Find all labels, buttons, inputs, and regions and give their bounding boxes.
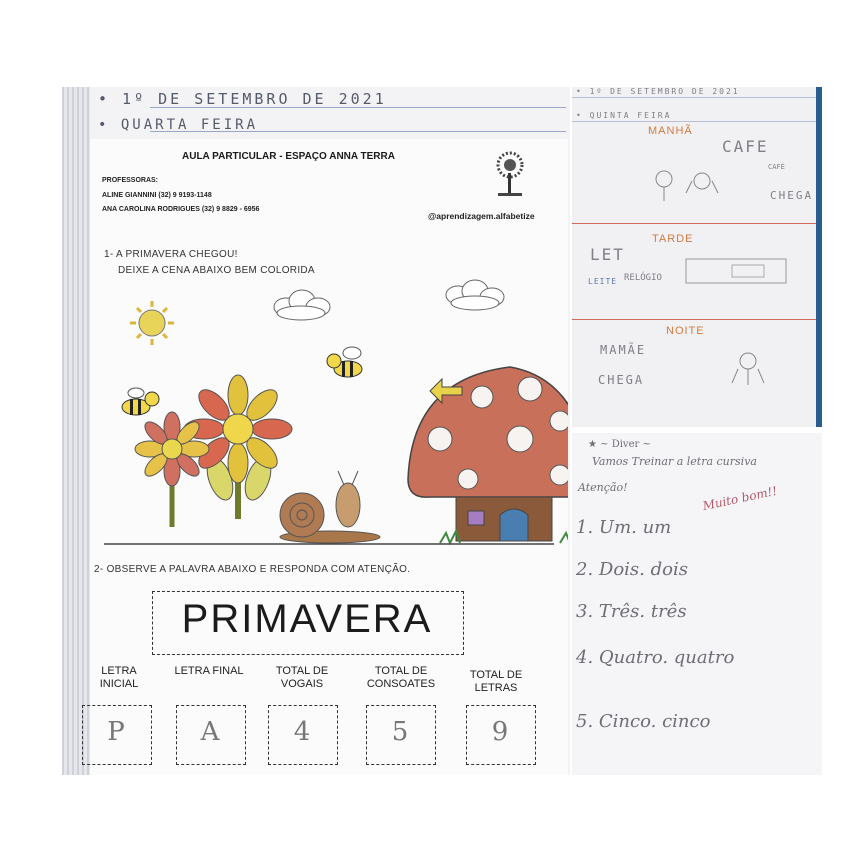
- answer-letra-final: A: [200, 717, 220, 747]
- label-letra-final: LETRA FINAL: [174, 665, 244, 677]
- label-noite: NOITE: [666, 325, 705, 337]
- snail-icon: [280, 471, 380, 543]
- word-relogio: RELÓGIO: [624, 273, 662, 283]
- label-tarde: TARDE: [652, 233, 694, 245]
- cursive-header: ★ ~ Diver ~: [588, 439, 651, 450]
- ruled-line: [572, 97, 816, 98]
- cursive-atencao: Atenção!: [578, 481, 628, 494]
- ruled-line: [572, 121, 816, 122]
- mom-drawing: [728, 349, 768, 389]
- cursive-item-4: 4. Quatro. quatro: [576, 647, 735, 668]
- word-chega-2: CHEGA: [598, 373, 645, 387]
- word-cafe: CAFE: [722, 137, 769, 156]
- bee-icon: [122, 388, 159, 415]
- routine-date: • 1º DE SETEMBRO DE 2021: [576, 87, 740, 96]
- date-handwritten: • 1º DE SETEMBRO DE 2021: [98, 90, 387, 108]
- red-divider: [572, 223, 816, 224]
- cursive-item-1: 1. Um. um: [576, 517, 672, 538]
- cursive-item-2: 2. Dois. dois: [576, 559, 688, 580]
- routine-notebook-photo: [572, 87, 822, 427]
- cursive-notebook-photo: [572, 433, 822, 775]
- cursive-item-5: 5. Cinco. cinco: [576, 711, 711, 732]
- word-primavera: PRIMAVERA: [181, 597, 433, 641]
- bee-icon: [327, 347, 362, 377]
- weekday-handwritten: • QUARTA FEIRA: [98, 117, 259, 133]
- word-chega-1: CHEGA: [770, 189, 814, 202]
- coffee-drawing: [652, 159, 722, 209]
- worksheet-title: AULA PARTICULAR - ESPAÇO ANNA TERRA: [182, 151, 395, 162]
- professoras-label: PROFESSORAS:: [102, 177, 159, 184]
- cursive-item-3: 3. Três. três: [576, 601, 687, 622]
- cloud-icon: [274, 290, 330, 320]
- question-2: 2- OBSERVE A PALAVRA ABAIXO E RESPONDA COM ATENÇÃO.: [94, 564, 411, 575]
- teacher-2: ANA CAROLINA RODRIGUES (32) 9 8829 - 6956: [102, 206, 260, 213]
- teacher-praise: Muito bom!!: [701, 483, 779, 514]
- answer-total-letras: 9: [491, 717, 509, 747]
- printed-worksheet: [90, 139, 568, 775]
- mushroom-house-icon: [408, 367, 568, 543]
- label-total-letras: TOTAL DE LETRAS: [469, 669, 523, 694]
- label-letra-inicial: LETRA INICIAL: [99, 665, 139, 690]
- flower-icon: [135, 412, 209, 527]
- clock-drawing: [682, 253, 792, 289]
- question-1-instruction: DEIXE A CENA ABAIXO BEM COLORIDA: [118, 265, 315, 276]
- question-1: 1- A PRIMAVERA CHEGOU!: [104, 249, 238, 260]
- worksheet-photo: [62, 87, 570, 775]
- routine-weekday: • QUINTA FEIRA: [576, 111, 672, 120]
- instagram-handle: @aprendizagem.alfabetize: [428, 211, 535, 221]
- tree-logo: [490, 149, 530, 199]
- cursive-instruction: Vamos Treinar a letra cursiva: [592, 455, 757, 468]
- word-leite: LEITE: [588, 277, 618, 286]
- word-mamae: MAMÃE: [600, 343, 647, 357]
- label-cafe: CAFÉ: [768, 163, 785, 171]
- red-divider: [572, 319, 816, 320]
- spring-scene-illustration: [90, 279, 568, 549]
- label-manha: MANHÃ: [648, 125, 693, 137]
- answer-letra-inicial: P: [107, 717, 125, 747]
- teacher-1: ALINE GIANNINI (32) 9 9193-1148: [102, 192, 212, 199]
- label-total-consoantes: TOTAL DE CONSOATES: [366, 665, 436, 690]
- answer-total-consoantes: 5: [391, 717, 409, 747]
- sun-icon: [130, 301, 174, 345]
- cloud-icon: [446, 280, 504, 310]
- notebook-cover-edge: [816, 87, 822, 427]
- word-let: LET: [590, 245, 625, 264]
- answer-total-vogais: 4: [293, 717, 311, 747]
- label-total-vogais: TOTAL DE VOGAIS: [275, 665, 329, 690]
